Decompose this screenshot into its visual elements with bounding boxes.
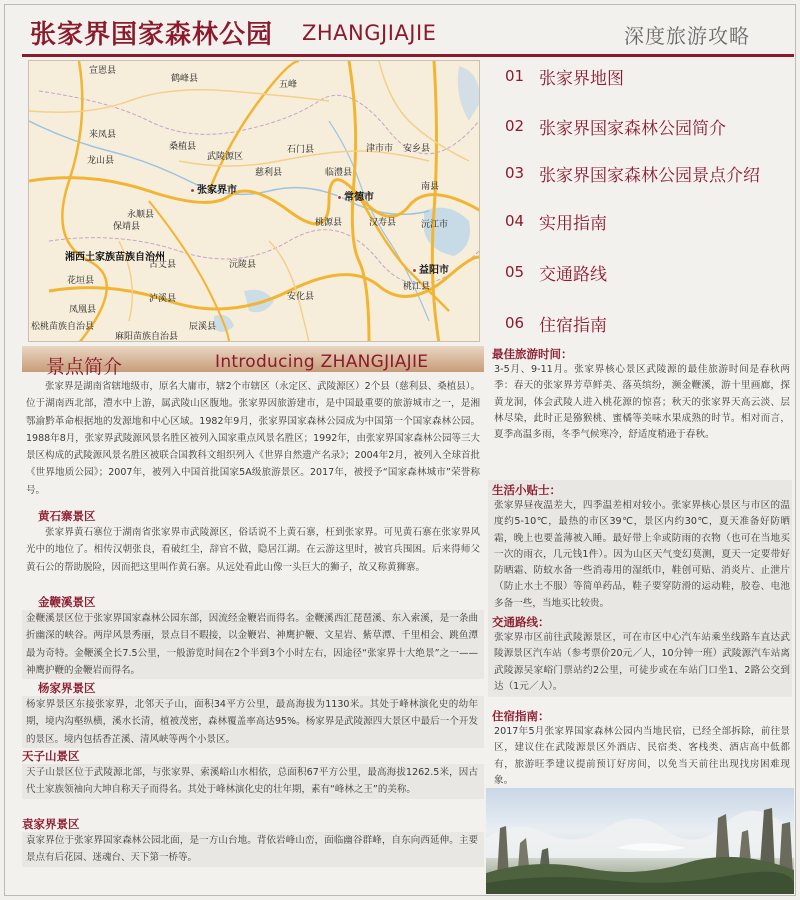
spot-huangshizhai — [22, 524, 484, 576]
tips-text: 张家界昼夜温差大，四季温差相对较小。张家界核心景区与市区的温度约5-10℃，最热的市区39℃，景区内约30℃，夏天准备好防晒霜，晚上也要盖薄被入睡。最好带上伞或防雨的衣物（也可在当地买一次的雨衣，几元钱1件）。因为山区天气变幻莫测，夏天一定要带好防晒霜、防蚊水备一些消毒用的湿纸巾，鞋创可贴、消炎片、止泄片（防止水土不服）等简单药品，鞋子要穿防滑的运动鞋，胶卷、电池多备一些，当地买比较贵。 — [494, 500, 790, 609]
mountain-peaks-graphic — [486, 788, 794, 894]
page-title-english: ZHANGJIAJIE — [302, 21, 437, 45]
city-marker-icon — [412, 268, 417, 273]
city-marker-icon — [190, 188, 195, 193]
spot-description: 天子山景区位于武陵源北部，与张家界、索溪峪山水相依，总面积67平方公里，最高海拔1262.5米，因古代土家族领袖向大坤自称天子而得名。其处于峰林演化史的壮年期，素有“峰林之王”的美称。 — [26, 767, 478, 796]
map-place-label: 麻阳苗族自治县 — [115, 332, 179, 342]
spot-title-tianzishan: 天子山景区 — [22, 749, 80, 763]
map-place-label: 凤凰县 — [69, 305, 97, 315]
map-place-label: 古丈县 — [149, 260, 177, 270]
toc-number: 05 — [505, 263, 525, 281]
transport-title: 交通路线： — [492, 615, 550, 629]
map-place-label: 安乡县 — [403, 144, 431, 154]
map-place-label: 桑植县 — [169, 142, 197, 152]
spot-yangjiajie — [22, 696, 484, 748]
map-place-label: 宣恩县 — [89, 66, 117, 76]
toc-number: 03 — [505, 164, 525, 182]
map-place-label: 永顺县 — [127, 210, 155, 220]
map-place-label: 沅江市 — [421, 220, 449, 230]
toc-number: 02 — [505, 117, 525, 135]
toc-item-lodging[interactable] — [505, 311, 607, 335]
map-place-label: 安化县 — [287, 292, 315, 302]
spot-tianzishan — [22, 764, 484, 799]
map-place-label: 临澧县 — [325, 168, 353, 178]
spot-title-huangshizhai: 黄石寨景区 — [38, 509, 96, 523]
map-place-label: 张家界市 — [197, 185, 237, 196]
lodging-section — [488, 708, 792, 789]
spot-title-yangjiajie: 杨家界景区 — [38, 681, 96, 695]
spot-title-yuanjiajie: 袁家界景区 — [22, 817, 80, 831]
map-place-label: 龙山县 — [87, 156, 115, 166]
lodging-title: 住宿指南： — [492, 709, 550, 723]
spot-yuanjiajie — [22, 832, 484, 867]
best-time-section — [488, 346, 792, 443]
intro-title-english: Introducing ZHANGJIAJIE — [215, 352, 429, 372]
mountain-landscape-photo — [486, 788, 794, 894]
map-place-label: 沅陵县 — [229, 260, 257, 270]
toc-number: 04 — [505, 212, 525, 230]
toc-item-attractions[interactable] — [505, 161, 760, 185]
tips-section — [488, 480, 792, 614]
toc-label: 张家界地图 — [539, 68, 624, 89]
toc-item-map[interactable] — [505, 64, 624, 88]
city-marker-icon — [337, 195, 342, 200]
spot-description: 袁家界位于张家界国家森林公园北面，是一方山台地。背依岩峰山峦，面临幽谷群峰，自东向西延伸。主要景点有后花园、迷魂台、天下第一桥等。 — [26, 835, 478, 864]
map-place-label: 津市市 — [366, 144, 394, 154]
map-place-label: 松桃苗族自治县 — [31, 322, 95, 332]
map-place-label: 保靖县 — [113, 222, 141, 232]
toc-item-practical-guide[interactable] — [505, 209, 607, 233]
map-roads-graphic — [29, 61, 480, 342]
map-place-label: 桃源县 — [315, 218, 343, 228]
toc-label: 交通路线 — [539, 264, 607, 285]
map-place-label: 石门县 — [287, 145, 315, 155]
map-place-label: 来凤县 — [89, 130, 117, 140]
map-place-label: 湘西土家族苗族自治州 — [65, 252, 165, 263]
best-time-title: 最佳旅游时间： — [492, 347, 573, 361]
header-divider — [22, 54, 794, 57]
best-time-text: 3-5月、9-11月。张家界核心景区武陵源的最佳旅游时间是春秋两季：春天的张家界芳草鲜美、落英缤纷，濒金鞭溪，游十里画廊，探黄龙洞，体会武陵人进入桃花源的惊喜；秋天的张家界天高云淡、层林尽染，此时正是猕猴桃、蜜橘等美味水果成熟的时节。相对而言，夏季高温多雨，冬季气候寒冷，舒适度稍逊于春秋。 — [494, 364, 790, 441]
intro-section — [22, 378, 484, 499]
transport-text: 张家界市区前往武陵源景区，可在市区中心汽车站乘坐线路车直达武陵源景区汽车站（参考票价20元／人，10分钟一班）武陵源汽车站离武陵源吴家峪门票站约2公里，可徒步或在车站门口坐1、2路公交到达（1元／人）。 — [494, 632, 790, 692]
page-title: 张家界国家森林公园 — [30, 20, 274, 50]
toc-number: 06 — [505, 314, 525, 332]
map-place-label: 慈利县 — [255, 168, 283, 178]
lodging-text: 2017年5月张家界国家森林公园内当地民宿，已经全部拆除，前往景区，建议住在武陵源景区外酒店、民宿类、客栈类、酒店高中低都有，旅游旺季建议提前预订好房间，以免当天前往出现找房困难现象。 — [494, 726, 790, 786]
map-place-label: 汉寿县 — [369, 218, 397, 228]
map-place-label: 桃江县 — [403, 282, 431, 292]
spot-jinbianxi — [22, 610, 484, 679]
map-place-label: 辰溪县 — [189, 322, 217, 332]
map-place-label: 武陵源区 — [207, 152, 244, 162]
toc-label: 住宿指南 — [539, 315, 607, 336]
spot-description: 张家界黄石寨位于湖南省张家界市武陵源区，俗话说不上黄石寨，枉到张家界。可见黄石寨在张家界风光中的地位了。相传汉朝张良，看破红尘，辞官不做，隐居江湖。在云游这里时，被官兵围困。后来得师父黄石公的帮助脱险，因而把这里叫作黄石寨。从远处看此山像一头巨大的狮子，故又称黄狮寨。 — [26, 527, 480, 573]
map-place-label: 南县 — [421, 182, 440, 192]
page-subtitle: 深度旅游攻略 — [624, 24, 750, 48]
toc-label: 张家界国家森林公园简介 — [539, 118, 726, 139]
spot-title-jinbianxi: 金鞭溪景区 — [38, 595, 96, 609]
toc-label: 实用指南 — [539, 213, 607, 234]
toc-item-transport[interactable] — [505, 260, 607, 284]
map-place-label: 花垣县 — [67, 276, 95, 286]
toc-label: 张家界国家森林公园景点介绍 — [539, 165, 760, 186]
intro-title: 景点简介 — [46, 356, 123, 378]
spot-description: 杨家界景区东接张家界，北邻天子山，面积34平方公里，最高海拔为1130米。其处于峰林演化史的幼年期，境内沟壑纵横，溪水长清，植被茂密，森林覆盖率高达95%。杨家界是武陵源四大景区中最后一个开发的景区。境内包括香芷溪、清风峡等两个小景区。 — [26, 699, 478, 745]
tips-title: 生活小贴士： — [492, 483, 561, 497]
transport-section — [488, 612, 792, 697]
map-place-label: 鹤峰县 — [171, 74, 199, 84]
spot-description: 金鞭溪景区位于张家界国家森林公园东部，因流经金鞭岩而得名。金鞭溪西汇琵琶溪、东入索溪，是一条曲折幽深的峡谷。两岸风景秀丽，景点目不暇接，以金鞭岩、神鹰护鞭、文星岩、紫草潭、千里相会、跳鱼潭最为奇特。金鞭溪全长7.5公里，一般游览时间在2个半到3个小时左右，因途径“张家界十大绝景”之一——神鹰护鞭的金鞭岩而得名。 — [26, 613, 478, 676]
map-place-label: 泸溪县 — [149, 294, 177, 304]
intro-paragraph: 张家界是湖南省辖地级市，原名大庸市，辖2个市辖区（永定区、武陵源区）2个县（慈利县、桑植县）。位于湖南西北部，澧水中上游，属武陵山区腹地。张家界因旅游建市，是中国最重要的旅游城市之一，是湘鄂渝黔革命根据地的发源地和中心区域。1982年9月，张家界国家森林公园成为中国第一个国家森林公园。1988年8月，张家界武陵源风景名胜区被列入国家重点风景名胜区；1992年，由张家界国家森林公园等三大景区构成的武陵源风景名胜区被联合国教科文组织列入《世界自然遗产名录》；2004年2月，被列入全球首批《世界地质公园》；2007年，被列入中国首批国家5A级旅游景区。2017年，被授予“国家森林城市”荣誉称号。 — [26, 381, 480, 496]
toc-item-park-intro[interactable] — [505, 114, 726, 138]
toc-number: 01 — [505, 67, 525, 85]
map-place-label: 常德市 — [344, 192, 374, 203]
zhangjiajie-map[interactable] — [28, 60, 480, 342]
map-place-label: 五峰 — [279, 80, 298, 90]
map-place-label: 益阳市 — [419, 265, 449, 276]
